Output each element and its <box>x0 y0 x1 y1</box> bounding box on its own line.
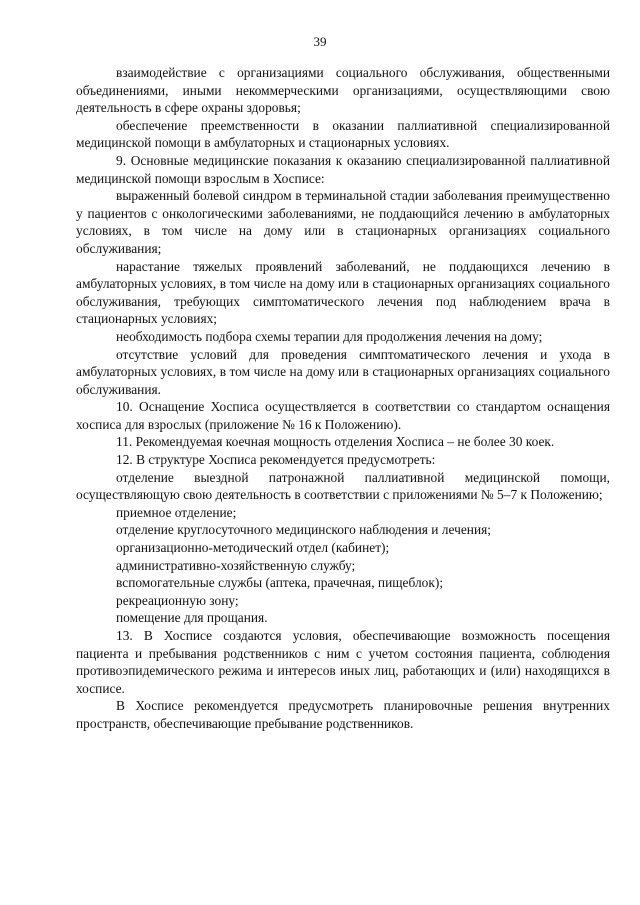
paragraph: отделение выездной патронажной паллиативной медицинской помощи, осуществляющую свою деятельность в соответствии с приложениями № 5–7 к Положению; <box>76 469 610 503</box>
paragraph: выраженный болевой синдром в терминальной стадии заболевания преимущественно у пациентов с онкологическими заболеваниями, не поддающийся лечению в амбулаторных условиях, в том числе на дому или в стационарных организациях социального обслуживания; <box>76 188 610 256</box>
list-item: административно-хозяйственную службу; <box>116 557 356 573</box>
paragraph: В Хосписе рекомендуется предусмотреть планировочные решения внутренних пространств, обеспечивающие пребывание родственников. <box>76 698 610 731</box>
document-body <box>76 64 610 733</box>
list-item: приемное отделение; <box>116 504 237 520</box>
paragraph: нарастание тяжелых проявлений заболеваний, не поддающихся лечению в амбулаторных условиях, в том числе на дому или в стационарных организациях социального обслуживания, требующих симптоматического лечения под наблюдением врача в стационарных условиях; <box>76 258 610 327</box>
page-number: 39 <box>313 34 327 49</box>
paragraph-section-12: 12. В структуре Хосписа рекомендуется предусмотреть: <box>116 452 436 468</box>
paragraph-section-10: 10. Оснащение Хосписа осуществляется в соответствии со стандартом оснащения хосписа для взрослых (приложение № 16 к Положению). <box>76 399 610 432</box>
paragraph: отсутствие условий для проведения симптоматического лечения и ухода в амбулаторных условиях, в том числе на дому или в стационарных организациях социального обслуживания. <box>76 346 610 397</box>
paragraph-section-13: 13. В Хосписе создаются условия, обеспечивающие возможность посещения пациента и пребывания родственников с ним с учетом состояния пациента, соблюдения противоэпидемического режима и интересов иных лиц, работающих и (или) находящихся в хосписе. <box>76 628 610 696</box>
paragraph: обеспечение преемственности в оказании паллиативной специализированной медицинской помощи в амбулаторных и стационарных условиях. <box>76 117 610 151</box>
list-item: отделение круглосуточного медицинского наблюдения и лечения; <box>116 522 491 538</box>
paragraph-section-9: 9. Основные медицинские показания к оказанию специализированной паллиативной медицинской помощи взрослым в Хосписе: <box>76 152 610 186</box>
paragraph: взаимодействие с организациями социального обслуживания, общественными объединениями, иными некоммерческими организациями, осуществляющими свою деятельность в сфере охраны здоровья; <box>76 65 610 116</box>
list-item: организационно-методический отдел (кабинет); <box>116 540 390 556</box>
list-item: помещение для прощания. <box>116 610 268 626</box>
paragraph: необходимость подбора схемы терапии для продолжения лечения на дому; <box>116 328 543 344</box>
list-item: рекреационную зону; <box>116 592 239 608</box>
paragraph-section-11: 11. Рекомендуемая коечная мощность отделения Хосписа – не более 30 коек. <box>116 434 555 450</box>
list-item: вспомогательные службы (аптека, прачечная, пищеблок); <box>116 575 444 591</box>
